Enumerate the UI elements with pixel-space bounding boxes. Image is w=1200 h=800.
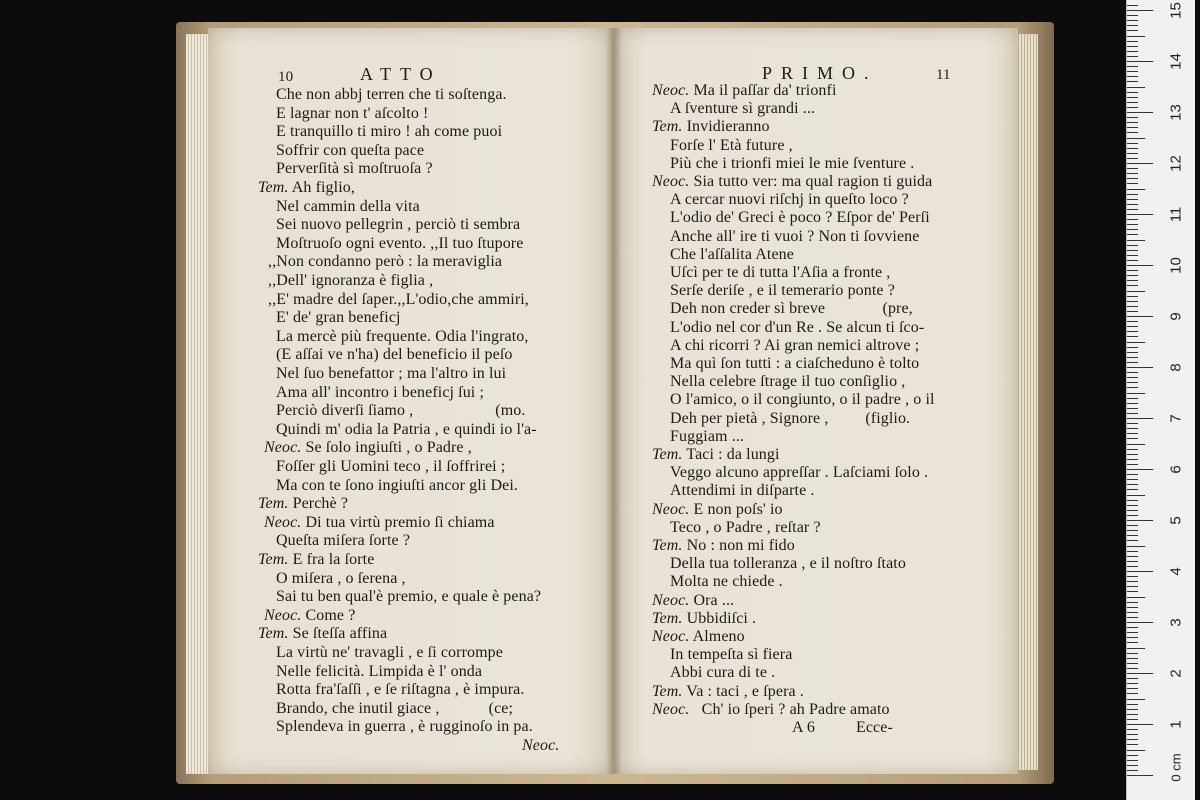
ruler-tick xyxy=(1127,117,1138,118)
ruler-number: 2 xyxy=(1167,669,1185,678)
ruler-tick xyxy=(1127,535,1138,536)
ruler-tick xyxy=(1127,642,1138,643)
ruler-tick xyxy=(1127,530,1138,531)
text-line: Teco , o Padre , reſtar ? xyxy=(670,518,821,536)
text-line: Queſta miſera ſorte ? xyxy=(276,532,411,550)
ruler-tick xyxy=(1127,510,1138,511)
ruler-unit-label: 0 cm xyxy=(1168,753,1184,782)
ruler-tick xyxy=(1127,617,1138,618)
ruler-tick xyxy=(1127,739,1138,740)
ruler-tick xyxy=(1127,719,1138,720)
ruler-tick xyxy=(1127,342,1145,343)
ruler-tick xyxy=(1127,464,1138,465)
speaker-tag: Neoc. xyxy=(652,628,690,645)
ruler-tick xyxy=(1127,194,1138,195)
ruler-tick xyxy=(1127,316,1153,317)
ruler-tick xyxy=(1127,627,1138,628)
text-line: Neoc. Di tua virtù premio ſi chiama xyxy=(264,513,495,531)
ruler-tick xyxy=(1127,76,1138,77)
text-line: Rotta fra'ſaſſi , e ſe riſtagna , è impura. xyxy=(276,681,525,699)
text-line: Neoc. Come ? xyxy=(264,606,356,624)
ruler-tick xyxy=(1127,127,1138,128)
text-line: Tem. Invidieranno xyxy=(652,118,770,136)
speaker-tag: Tem. xyxy=(258,495,289,513)
text-line: Tem. Taci : da lungi xyxy=(652,446,780,463)
speaker-tag: Neoc. xyxy=(652,591,690,609)
speaker-tag: Tem. xyxy=(652,609,683,627)
ruler-tick xyxy=(1127,525,1138,526)
text-line: Deh per pietà , Signore , (figlio. xyxy=(670,409,911,427)
ruler-tick xyxy=(1127,546,1145,547)
ruler-tick xyxy=(1127,566,1138,567)
ruler-number: 7 xyxy=(1167,414,1185,423)
speaker-tag: Neoc. xyxy=(264,513,302,531)
text-line: A cercar nuovi riſchj in queſto loco ? xyxy=(670,191,909,209)
text-line: Foſſer gli Uomini teco , il ſoffrirei ; xyxy=(276,458,506,475)
ruler-tick xyxy=(1127,41,1138,42)
ruler-tick xyxy=(1127,709,1138,710)
text-line: Neoc. Ch' io ſperi ? ah Padre amato xyxy=(652,700,890,718)
ruler-tick xyxy=(1127,97,1138,98)
ruler-tick xyxy=(1127,423,1138,424)
ruler-tick xyxy=(1127,102,1138,103)
text-line: Deh non creder sì breve (pre, xyxy=(670,300,913,318)
ruler-tick xyxy=(1127,301,1138,302)
right-page xyxy=(614,28,1018,774)
speaker-tag: Tem. xyxy=(258,551,289,568)
ruler-tick xyxy=(1127,484,1138,485)
ruler-tick xyxy=(1127,30,1138,31)
ruler-number: 6 xyxy=(1167,465,1185,474)
text-line: Che l'aſſalita Atene xyxy=(670,245,794,263)
measuring-ruler xyxy=(1126,0,1195,800)
ruler-tick xyxy=(1127,387,1138,388)
ruler-tick xyxy=(1127,622,1153,623)
ruler-tick xyxy=(1127,755,1138,756)
text-line: E' de' gran beneficj xyxy=(276,309,401,327)
ruler-tick xyxy=(1127,444,1145,445)
text-line: Tem. E fra la ſorte xyxy=(258,551,375,568)
text-line: Neoc. Ma il paſſar da' trionfi xyxy=(652,82,837,99)
ruler-tick xyxy=(1127,71,1138,72)
text-line: (E aſſai ve n'ha) del beneficio il peſo xyxy=(276,346,513,364)
text-line: A chi ricorri ? Ai gran nemici altrove ; xyxy=(670,336,920,354)
ruler-tick xyxy=(1127,265,1153,266)
ruler-tick xyxy=(1127,433,1138,434)
ruler-tick xyxy=(1127,229,1138,230)
ruler-tick xyxy=(1127,163,1153,164)
speaker-tag: Neoc. xyxy=(652,700,690,718)
ruler-tick xyxy=(1127,469,1153,470)
ruler-tick xyxy=(1127,597,1145,598)
ruler-tick xyxy=(1127,581,1138,582)
ruler-tick xyxy=(1127,699,1145,700)
ruler-tick xyxy=(1127,586,1138,587)
text-line: Che non abbj terren che ti soſtenga. xyxy=(276,86,507,103)
ruler-tick xyxy=(1127,403,1138,404)
ruler-number: 1 xyxy=(1167,720,1185,729)
ruler-tick xyxy=(1127,245,1138,246)
ruler-tick xyxy=(1127,189,1145,190)
speaker-tag: Tem. xyxy=(652,682,683,700)
ruler-tick xyxy=(1127,393,1145,394)
text-line: La virtù ne' travagli , e ſi corrompe xyxy=(276,644,503,661)
text-line: In tempeſta sì fiera xyxy=(670,646,793,664)
text-line: Quindi m' odia la Patria , e quindi io l'a- xyxy=(276,420,537,438)
ruler-tick xyxy=(1127,306,1138,307)
ruler-number: 3 xyxy=(1167,618,1185,627)
ruler-tick xyxy=(1127,347,1138,348)
ruler-tick xyxy=(1127,224,1138,225)
ruler-tick xyxy=(1127,479,1138,480)
ruler-tick xyxy=(1127,178,1138,179)
ruler-number: 12 xyxy=(1167,155,1185,172)
ruler-tick xyxy=(1127,81,1138,82)
ruler-tick xyxy=(1127,61,1153,62)
page-edges-right xyxy=(1016,34,1038,770)
ruler-tick xyxy=(1127,148,1138,149)
text-line: Abbi cura di te . xyxy=(670,664,776,682)
ruler-tick xyxy=(1127,372,1138,373)
ruler-tick xyxy=(1127,357,1138,358)
ruler-tick xyxy=(1127,173,1138,174)
text-line: Ama all' incontro i beneficj ſui ; xyxy=(276,383,485,401)
speaker-tag: Tem. xyxy=(652,118,683,136)
ruler-number: 5 xyxy=(1167,516,1185,525)
ruler-tick xyxy=(1127,418,1153,419)
ruler-tick xyxy=(1127,576,1138,577)
ruler-tick xyxy=(1127,15,1138,16)
ruler-tick xyxy=(1127,515,1138,516)
ruler-tick xyxy=(1127,20,1138,21)
ruler-tick xyxy=(1127,260,1138,261)
text-line: Ma quì ſon tutti : a ciaſcheduno è tolto xyxy=(670,355,920,372)
ruler-tick xyxy=(1127,331,1138,332)
text-line: Nel ſuo benefattor ; ma l'altro in lui xyxy=(276,365,507,382)
text-line: Serſe deriſe , e il temerario ponte ? xyxy=(670,282,895,300)
speaker-tag: Neoc. xyxy=(652,500,690,518)
ruler-tick xyxy=(1127,10,1153,11)
ruler-tick xyxy=(1127,336,1138,337)
text-line: Tem. No : non mi fido xyxy=(652,537,795,554)
text-line: E lagnar non t' aſcolto ! xyxy=(276,104,429,122)
ruler-tick xyxy=(1127,607,1138,608)
text-line: Attendimi in diſparte . xyxy=(670,482,815,500)
ruler-tick xyxy=(1127,438,1138,439)
ruler-tick xyxy=(1127,362,1138,363)
speaker-tag: Tem. xyxy=(652,446,683,463)
ruler-tick xyxy=(1127,750,1145,751)
ruler-tick xyxy=(1127,199,1138,200)
ruler-tick xyxy=(1127,688,1138,689)
ruler-tick xyxy=(1127,520,1153,521)
text-line: Perciò diverſi ſiamo , (mo. xyxy=(276,402,526,420)
ruler-tick xyxy=(1127,326,1138,327)
text-line: Neoc. Se ſolo ingiuſti , o Padre , xyxy=(264,439,472,457)
ruler-tick xyxy=(1127,112,1153,113)
text-line: Nel cammin della vita xyxy=(276,197,420,215)
text-line: La mercè più frequente. Odia l'ingrato, xyxy=(276,327,529,345)
ruler-number: 8 xyxy=(1167,363,1185,372)
ruler-tick xyxy=(1127,285,1138,286)
text-line: Soffrir con queſta pace xyxy=(276,141,425,159)
speaker-tag: Neoc. xyxy=(522,737,560,754)
text-line: Sei nuovo pellegrin , perciò ti sembra xyxy=(276,216,521,234)
ruler-tick xyxy=(1127,382,1138,383)
text-line: Tem. Ah figlio, xyxy=(258,179,355,196)
speaker-tag: Tem. xyxy=(652,537,683,554)
text-line: Forſe l' Età future , xyxy=(670,136,793,154)
text-line: Moſtruoſo ogni evento. ,,Il tuo ſtupore xyxy=(276,234,524,252)
ruler-tick xyxy=(1127,66,1138,67)
book-gutter xyxy=(606,28,622,774)
ruler-tick xyxy=(1127,658,1138,659)
running-header: ATTO xyxy=(360,64,442,84)
ruler-tick xyxy=(1127,209,1138,210)
text-line: Ma con te ſono ingiuſti ancor gli Dei. xyxy=(276,476,518,494)
speaker-tag: Tem. xyxy=(258,179,289,196)
ruler-tick xyxy=(1127,637,1138,638)
ruler-tick xyxy=(1127,454,1138,455)
ruler-tick xyxy=(1127,153,1138,154)
ruler-number: 15 xyxy=(1167,2,1185,19)
ruler-tick xyxy=(1127,408,1138,409)
running-header: PRIMO. xyxy=(762,63,878,83)
ruler-tick xyxy=(1127,46,1138,47)
text-line: ,,Dell' ignoranza è figlia , xyxy=(268,272,434,289)
text-line: Sai tu ben qual'è premio, e quale è pena? xyxy=(276,588,542,606)
ruler-tick xyxy=(1127,571,1153,572)
ruler-tick xyxy=(1127,714,1138,715)
ruler-tick xyxy=(1127,107,1138,108)
text-line: Anche all' ire ti vuoi ? Non ti ſovviene xyxy=(670,227,920,245)
speaker-tag: Neoc. xyxy=(652,82,690,99)
speaker-tag: Neoc. xyxy=(264,439,302,457)
ruler-tick xyxy=(1127,122,1138,123)
text-line: Brando, che inutil giace , (ce; xyxy=(276,699,514,717)
ruler-tick xyxy=(1127,321,1138,322)
ruler-tick xyxy=(1127,234,1138,235)
ruler-tick xyxy=(1127,377,1138,378)
ruler-tick xyxy=(1127,612,1138,613)
text-line: ,,Non condanno però : la meraviglia xyxy=(268,253,503,271)
text-line: O l'amico, o il congiunto, o il padre , o il xyxy=(670,391,935,409)
text-line: Molta ne chiede . xyxy=(670,573,783,591)
text-line: E tranquillo ti miro ! ah come puoi xyxy=(276,123,503,141)
ruler-tick xyxy=(1127,352,1138,353)
ruler-tick xyxy=(1127,367,1153,368)
ruler-tick xyxy=(1127,25,1138,26)
speaker-tag: Neoc. xyxy=(264,606,302,624)
speaker-tag: Tem. xyxy=(258,625,289,643)
ruler-number: 4 xyxy=(1167,567,1185,576)
text-line: L'odio de' Greci è poco ? Eſpor de' Perſi xyxy=(670,209,930,227)
ruler-number: 14 xyxy=(1167,53,1185,70)
ruler-tick xyxy=(1127,255,1138,256)
ruler-tick xyxy=(1127,648,1145,649)
text-line: Tem. Va : taci , e ſpera . xyxy=(652,682,804,700)
ruler-tick xyxy=(1127,540,1138,541)
ruler-tick xyxy=(1127,770,1138,771)
ruler-tick xyxy=(1127,132,1138,133)
text-line: Tem. Se ſteſſa affina xyxy=(258,625,388,643)
page-number: 10 xyxy=(278,69,294,85)
ruler-tick xyxy=(1127,280,1138,281)
ruler-tick xyxy=(1127,765,1138,766)
text-line: Della tua tolleranza , e il noſtro ſtato xyxy=(670,555,906,573)
ruler-tick xyxy=(1127,214,1153,215)
ruler-tick xyxy=(1127,250,1138,251)
ruler-tick xyxy=(1127,591,1138,592)
text-line: Nella celebre ſtrage il tuo conſiglio , xyxy=(670,373,906,391)
text-line: Tem. Ubbidiſci . xyxy=(652,609,757,627)
ruler-tick xyxy=(1127,56,1138,57)
page-edges-left xyxy=(186,34,210,774)
ruler-tick xyxy=(1127,556,1138,557)
ruler-tick xyxy=(1127,489,1138,490)
ruler-tick xyxy=(1127,204,1138,205)
ruler-number: 9 xyxy=(1167,312,1185,321)
ruler-tick xyxy=(1127,296,1138,297)
text-line xyxy=(522,737,559,755)
ruler-tick xyxy=(1127,143,1138,144)
text-line: L'odio nel cor d'un Re . Se alcun ti ſco- xyxy=(670,318,925,336)
ruler-tick xyxy=(1127,291,1145,292)
ruler-tick xyxy=(1127,500,1138,501)
ruler-tick xyxy=(1127,219,1138,220)
text-line: Neoc. Almeno xyxy=(652,628,745,645)
speaker-tag: Neoc. xyxy=(652,173,690,190)
text-line: O miſera , o ſerena , xyxy=(276,569,406,587)
ruler-tick xyxy=(1127,275,1138,276)
text-line: Neoc. Ora ... xyxy=(652,591,735,609)
ruler-tick xyxy=(1127,724,1153,725)
ruler-number: 11 xyxy=(1167,206,1185,223)
ruler-tick xyxy=(1127,240,1145,241)
ruler-tick xyxy=(1127,663,1138,664)
left-page xyxy=(208,28,612,774)
ruler-tick xyxy=(1127,673,1153,674)
ruler-tick xyxy=(1127,449,1138,450)
text-line: A ſventure sì grandi ... xyxy=(670,100,816,118)
ruler-tick xyxy=(1127,168,1138,169)
ruler-tick xyxy=(1127,551,1138,552)
ruler-tick xyxy=(1127,5,1138,6)
ruler-tick xyxy=(1127,158,1138,159)
ruler-tick xyxy=(1127,428,1138,429)
ruler-tick xyxy=(1127,632,1138,633)
ruler-tick xyxy=(1127,668,1138,669)
ruler-tick xyxy=(1127,270,1138,271)
page-number: 11 xyxy=(936,67,951,83)
ruler-tick xyxy=(1127,678,1138,679)
ruler-tick xyxy=(1127,505,1138,506)
ruler-tick xyxy=(1127,474,1138,475)
ruler-tick xyxy=(1127,36,1145,37)
ruler-tick xyxy=(1127,704,1138,705)
ruler-tick xyxy=(1127,775,1153,776)
text-line: Più che i trionfi miei le mie ſventure . xyxy=(670,154,915,172)
text-line: Neoc. E non poſs' io xyxy=(652,500,783,518)
ruler-number: 13 xyxy=(1167,104,1185,121)
ruler-tick xyxy=(1127,311,1138,312)
text-line: Veggo alcuno appreſſar . Laſciami ſolo . xyxy=(670,464,929,482)
ruler-tick xyxy=(1127,87,1145,88)
ruler-tick xyxy=(1127,51,1138,52)
text-line: Tem. Perchè ? xyxy=(258,495,349,513)
ruler-tick xyxy=(1127,683,1138,684)
text-line: ,,E' madre del ſaper.,,L'odio,che ammiri, xyxy=(268,290,529,308)
ruler-tick xyxy=(1127,729,1138,730)
text-line: Fuggiam ... xyxy=(670,427,744,445)
ruler-tick xyxy=(1127,92,1138,93)
ruler-tick xyxy=(1127,413,1138,414)
ruler-tick xyxy=(1127,734,1138,735)
ruler-tick xyxy=(1127,760,1138,761)
ruler-tick xyxy=(1127,693,1138,694)
text-line: Nelle felicità. Limpida è l' onda xyxy=(276,662,483,680)
text-line: A 6 Ecce- xyxy=(792,719,893,736)
ruler-tick xyxy=(1127,183,1138,184)
text-line: Neoc. Sia tutto ver: ma qual ragion ti guida xyxy=(652,173,933,190)
ruler-tick xyxy=(1127,744,1138,745)
text-line: Perverſità sì moſtruoſa ? xyxy=(276,160,433,178)
ruler-tick xyxy=(1127,398,1138,399)
ruler-tick xyxy=(1127,495,1145,496)
ruler-tick xyxy=(1127,653,1138,654)
ruler-tick xyxy=(1127,459,1138,460)
ruler-tick xyxy=(1127,602,1138,603)
text-line: Uſcì per te di tutta l'Aſia a fronte , xyxy=(670,264,891,281)
text-line: Splendeva in guerra , è rugginoſo in pa. xyxy=(276,718,533,736)
ruler-tick xyxy=(1127,561,1138,562)
ruler-number: 10 xyxy=(1167,257,1185,274)
ruler-tick xyxy=(1127,138,1145,139)
